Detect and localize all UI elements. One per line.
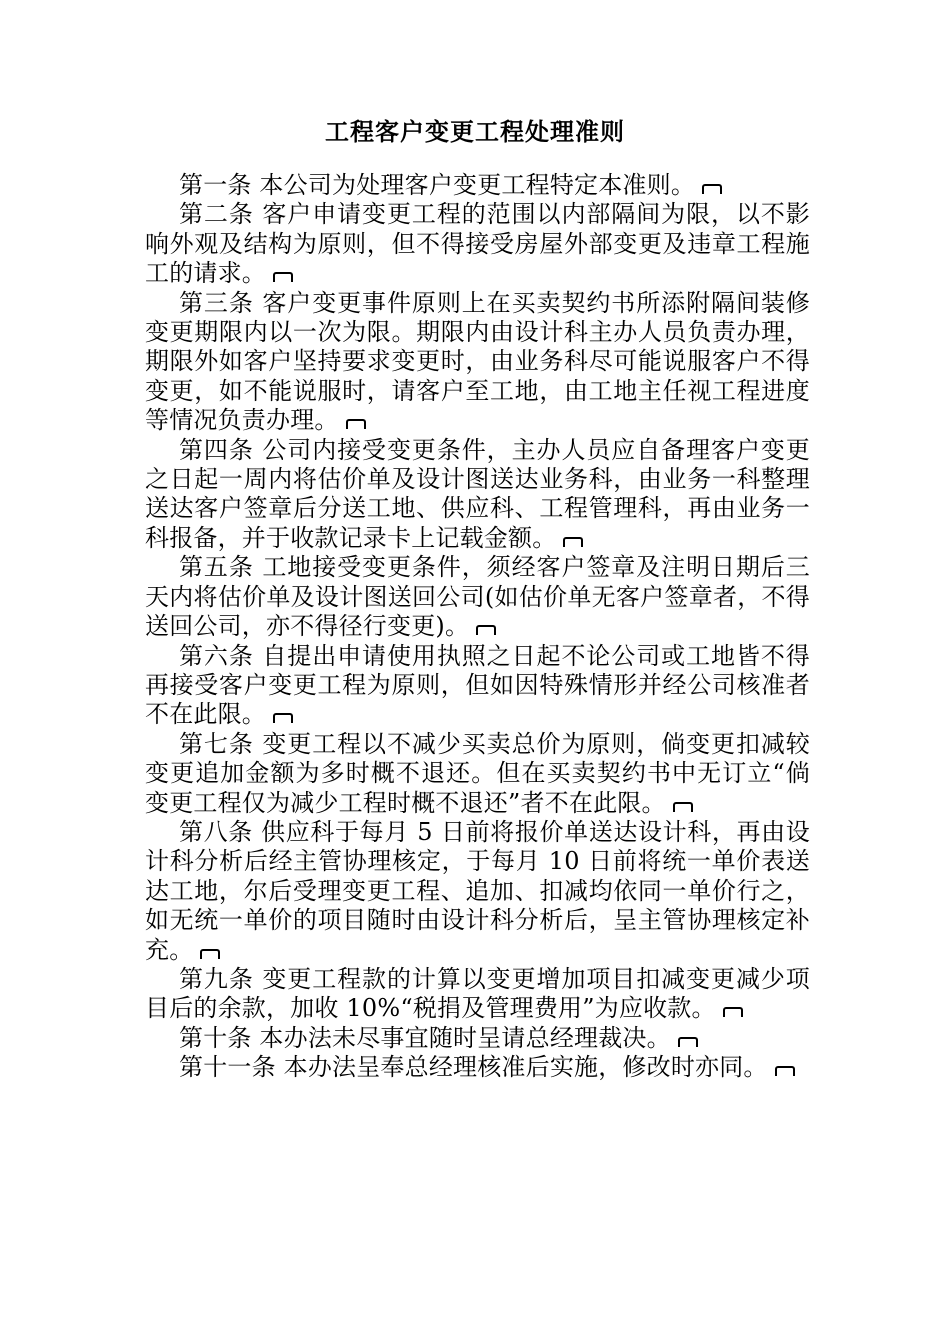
article-9 (145, 965, 810, 1024)
article-4 (145, 436, 810, 554)
article-11-text: 第十一条 本办法呈奉总经理核准后实施，修改时亦同。 (179, 1053, 768, 1082)
paragraph-mark-icon (701, 182, 723, 192)
paragraph-mark-icon (562, 535, 584, 545)
paragraph-mark-icon (345, 417, 367, 427)
article-7 (145, 730, 810, 818)
paragraph-mark-icon (272, 711, 294, 721)
article-3 (145, 289, 810, 436)
paragraph-mark-icon (272, 270, 294, 280)
paragraph-mark-icon (475, 623, 497, 633)
article-9-text: 第九条 变更工程款的计算以变更增加项目扣减变更减少项目后的余款，加收 10%“税捐及管理费用”为应收款。 (145, 964, 810, 1023)
article-7-text: 第七条 变更工程以不减少买卖总价为原则，倘变更扣减较变更追加金额为多时概不退还。但在买卖契约书中无订立“倘变更工程仅为减少工程时概不退还”者不在此限。 (145, 729, 810, 817)
article-6-text: 第六条 自提出申请使用执照之日起不论公司或工地皆不得再接受客户变更工程为原则，但如因特殊情形并经公司核准者不在此限。 (145, 641, 810, 729)
article-11 (145, 1053, 810, 1082)
document-body (145, 171, 810, 1083)
article-2-text: 第二条 客户申请变更工程的范围以内部隔间为限，以不影响外观及结构为原则，但不得接受房屋外部变更及违章工程施工的请求。 (145, 200, 810, 288)
article-3-text: 第三条 客户变更事件原则上在买卖契约书所添附隔间装修变更期限内以一次为限。期限内由设计科主办人员负责办理，期限外如客户坚持要求变更时，由业务科尽可能说服客户不得变更，如不能说服时，请客户至工地，由工地主任视工程进度等情况负责办理。 (145, 288, 810, 435)
article-1 (145, 171, 810, 200)
article-4-text: 第四条 公司内接受变更条件，主办人员应自备理客户变更之日起一周内将估价单及设计图送达业务科，由业务一科整理送达客户签章后分送工地、供应科、工程管理科，再由业务一科报备，并于收款记录卡上记载金额。 (145, 435, 810, 552)
article-10 (145, 1024, 810, 1053)
paragraph-mark-icon (199, 947, 221, 957)
article-2 (145, 200, 810, 288)
article-5 (145, 553, 810, 641)
article-8-text: 第八条 供应科于每月 5 日前将报价单送达设计科，再由设计科分析后经主管协理核定，于每月 10 日前将统一单价表送达工地，尔后受理变更工程、追加、扣减均依同一单价行之，如无统一单价的项目随时由设计科分析后，呈主管协理核定补充。 (145, 817, 810, 964)
paragraph-mark-icon (774, 1064, 796, 1074)
article-10-text: 第十条 本办法未尽事宜随时呈请总经理裁决。 (179, 1023, 671, 1052)
paragraph-mark-icon (722, 1005, 744, 1015)
document-title: 工程客户变更工程处理准则 (325, 118, 625, 146)
paragraph-mark-icon (677, 1035, 699, 1045)
paragraph-mark-icon (672, 800, 694, 810)
article-5-text: 第五条 工地接受变更条件，须经客户签章及注明日期后三天内将估价单及设计图送回公司(如估价单无客户签章者，不得送回公司，亦不得径行变更)。 (145, 553, 810, 641)
article-1-text: 第一条 本公司为处理客户变更工程特定本准则。 (179, 171, 696, 199)
article-6 (145, 642, 810, 730)
article-8 (145, 818, 810, 965)
